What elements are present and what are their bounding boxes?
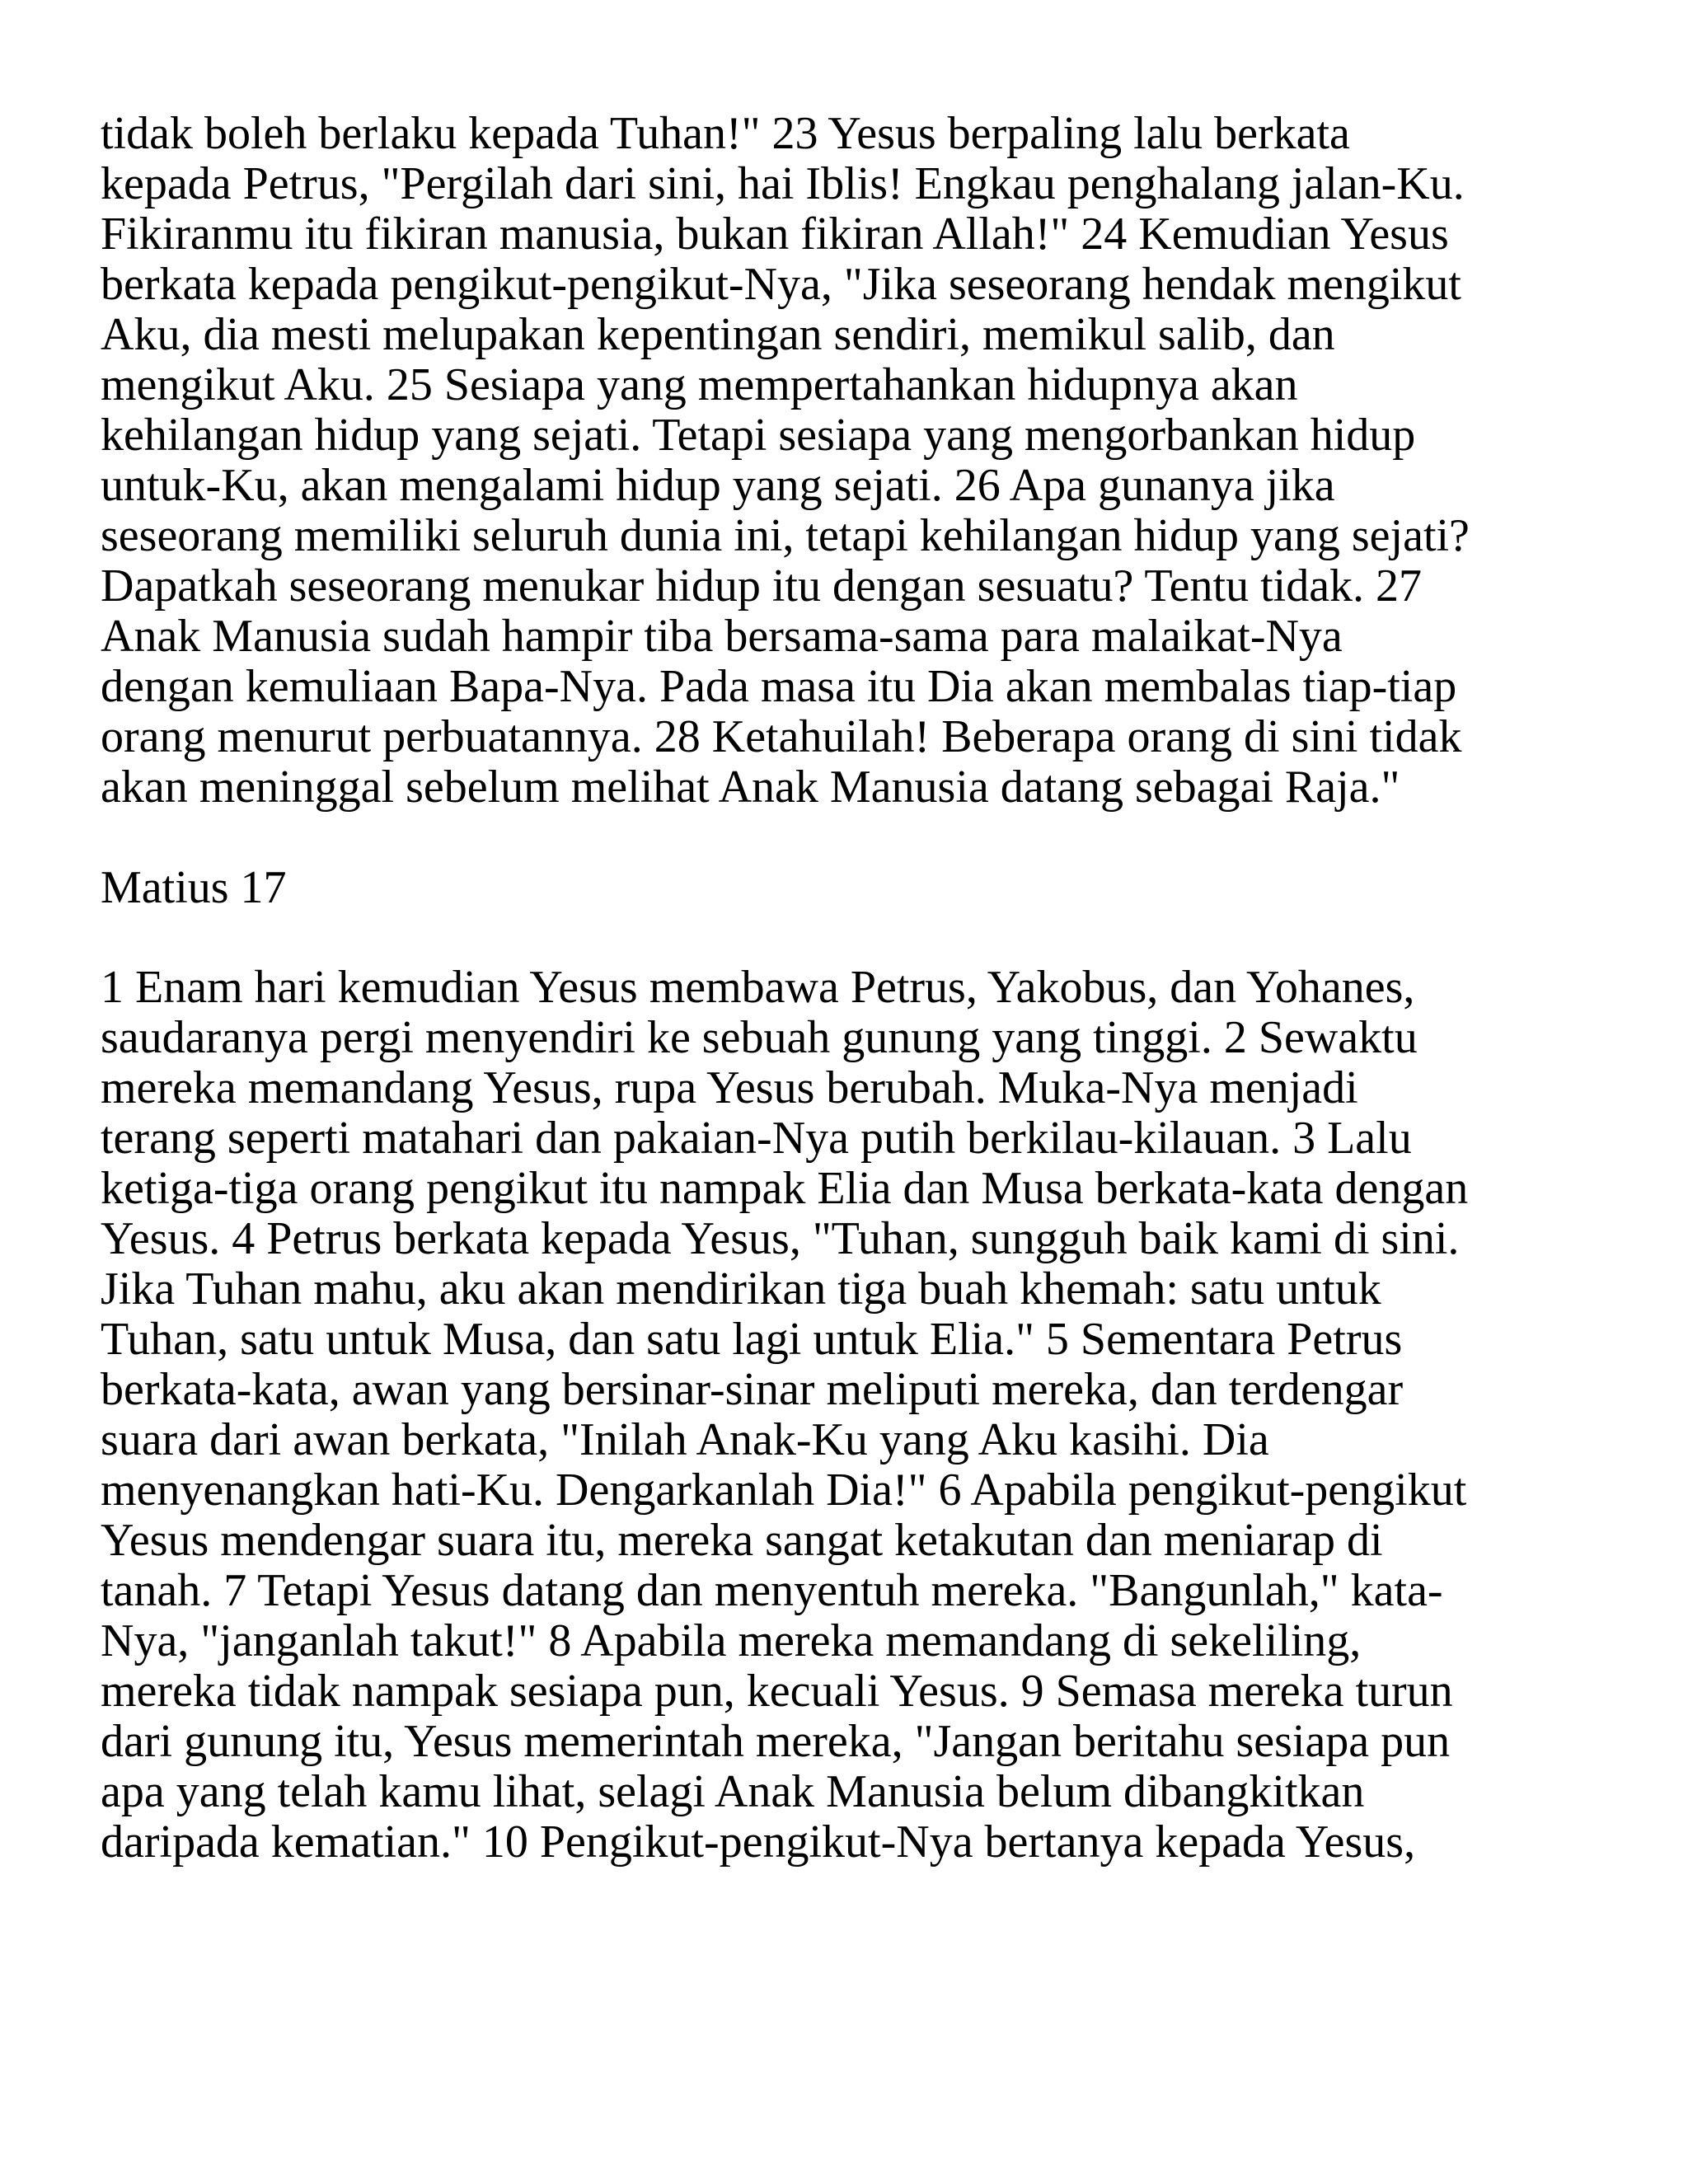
text-line: 1 Enam hari kemudian Yesus membawa Petrus, Yakobus, dan Yohanes,: [101, 962, 1415, 1013]
text-line: untuk-Ku, akan mengalami hidup yang sejati. 26 Apa gunanya jika: [101, 460, 1335, 511]
text-line: apa yang telah kamu lihat, selagi Anak Manusia belum dibangkitkan: [101, 1766, 1365, 1817]
text-line: Yesus. 4 Petrus berkata kepada Yesus, "Tuhan, sungguh baik kami di sini.: [101, 1213, 1460, 1264]
text-line: Dapatkah seseorang menukar hidup itu dengan sesuatu? Tentu tidak. 27: [101, 560, 1423, 612]
text-line: Anak Manusia sudah hampir tiba bersama-sama para malaikat-Nya: [101, 611, 1343, 662]
text-line: akan meninggal sebelum melihat Anak Manusia datang sebagai Raja.": [101, 762, 1400, 813]
text-line: mereka memandang Yesus, rupa Yesus berubah. Muka-Nya menjadi: [101, 1062, 1358, 1113]
text-line: tidak boleh berlaku kepada Tuhan!" 23 Yesus berpaling lalu berkata: [101, 108, 1350, 159]
text-line: mengikut Aku. 25 Sesiapa yang mempertahankan hidupnya akan: [101, 359, 1298, 410]
text-line: terang seperti matahari dan pakaian-Nya putih berkilau-kilauan. 3 Lalu: [101, 1113, 1412, 1164]
text-line: suara dari awan berkata, "Inilah Anak-Ku yang Aku kasihi. Dia: [101, 1414, 1269, 1465]
text-line: Tuhan, satu untuk Musa, dan satu lagi untuk Elia." 5 Sementara Petrus: [101, 1314, 1403, 1365]
text-line: kepada Petrus, "Pergilah dari sini, hai Iblis! Engkau penghalang jalan-Ku.: [101, 158, 1465, 209]
text-line: seseorang memiliki seluruh dunia ini, tetapi kehilangan hidup yang sejati?: [101, 510, 1470, 561]
text-line: orang menurut perbuatannya. 28 Ketahuilah! Beberapa orang di sini tidak: [101, 711, 1462, 762]
text-line: Aku, dia mesti melupakan kepentingan sendiri, memikul salib, dan: [101, 309, 1335, 360]
text-line: mereka tidak nampak sesiapa pun, kecuali Yesus. 9 Semasa mereka turun: [101, 1666, 1453, 1717]
text-line: Nya, "janganlah takut!" 8 Apabila mereka memandang di sekeliling,: [101, 1615, 1362, 1666]
text-line: Fikiranmu itu fikiran manusia, bukan fikiran Allah!" 24 Kemudian Yesus: [101, 209, 1449, 260]
text-line: tanah. 7 Tetapi Yesus datang dan menyentuh mereka. "Bangunlah," kata-: [101, 1565, 1443, 1616]
text-line: daripada kematian." 10 Pengikut-pengikut-Nya bertanya kepada Yesus,: [101, 1816, 1416, 1868]
text-line: dari gunung itu, Yesus memerintah mereka, "Jangan beritahu sesiapa pun: [101, 1716, 1451, 1767]
text-line: Jika Tuhan mahu, aku akan mendirikan tiga buah khemah: satu untuk: [101, 1263, 1381, 1315]
text-line: kehilangan hidup yang sejati. Tetapi sesiapa yang mengorbankan hidup: [101, 410, 1416, 461]
text-line: berkata kepada pengikut-pengikut-Nya, "Jika seseorang hendak mengikut: [101, 259, 1461, 310]
text-line: Yesus mendengar suara itu, mereka sangat ketakutan dan meniarap di: [101, 1515, 1383, 1566]
text-line: berkata-kata, awan yang bersinar-sinar meliputi mereka, dan terdengar: [101, 1364, 1404, 1415]
chapter-heading: Matius 17: [101, 862, 287, 913]
text-line: ketiga-tiga orang pengikut itu nampak Elia dan Musa berkata-kata dengan: [101, 1163, 1469, 1214]
text-line: saudaranya pergi menyendiri ke sebuah gunung yang tinggi. 2 Sewaktu: [101, 1012, 1418, 1063]
text-line: dengan kemuliaan Bapa-Nya. Pada masa itu Dia akan membalas tiap-tiap: [101, 661, 1457, 712]
text-line: menyenangkan hati-Ku. Dengarkanlah Dia!" 6 Apabila pengikut-pengikut: [101, 1465, 1467, 1516]
